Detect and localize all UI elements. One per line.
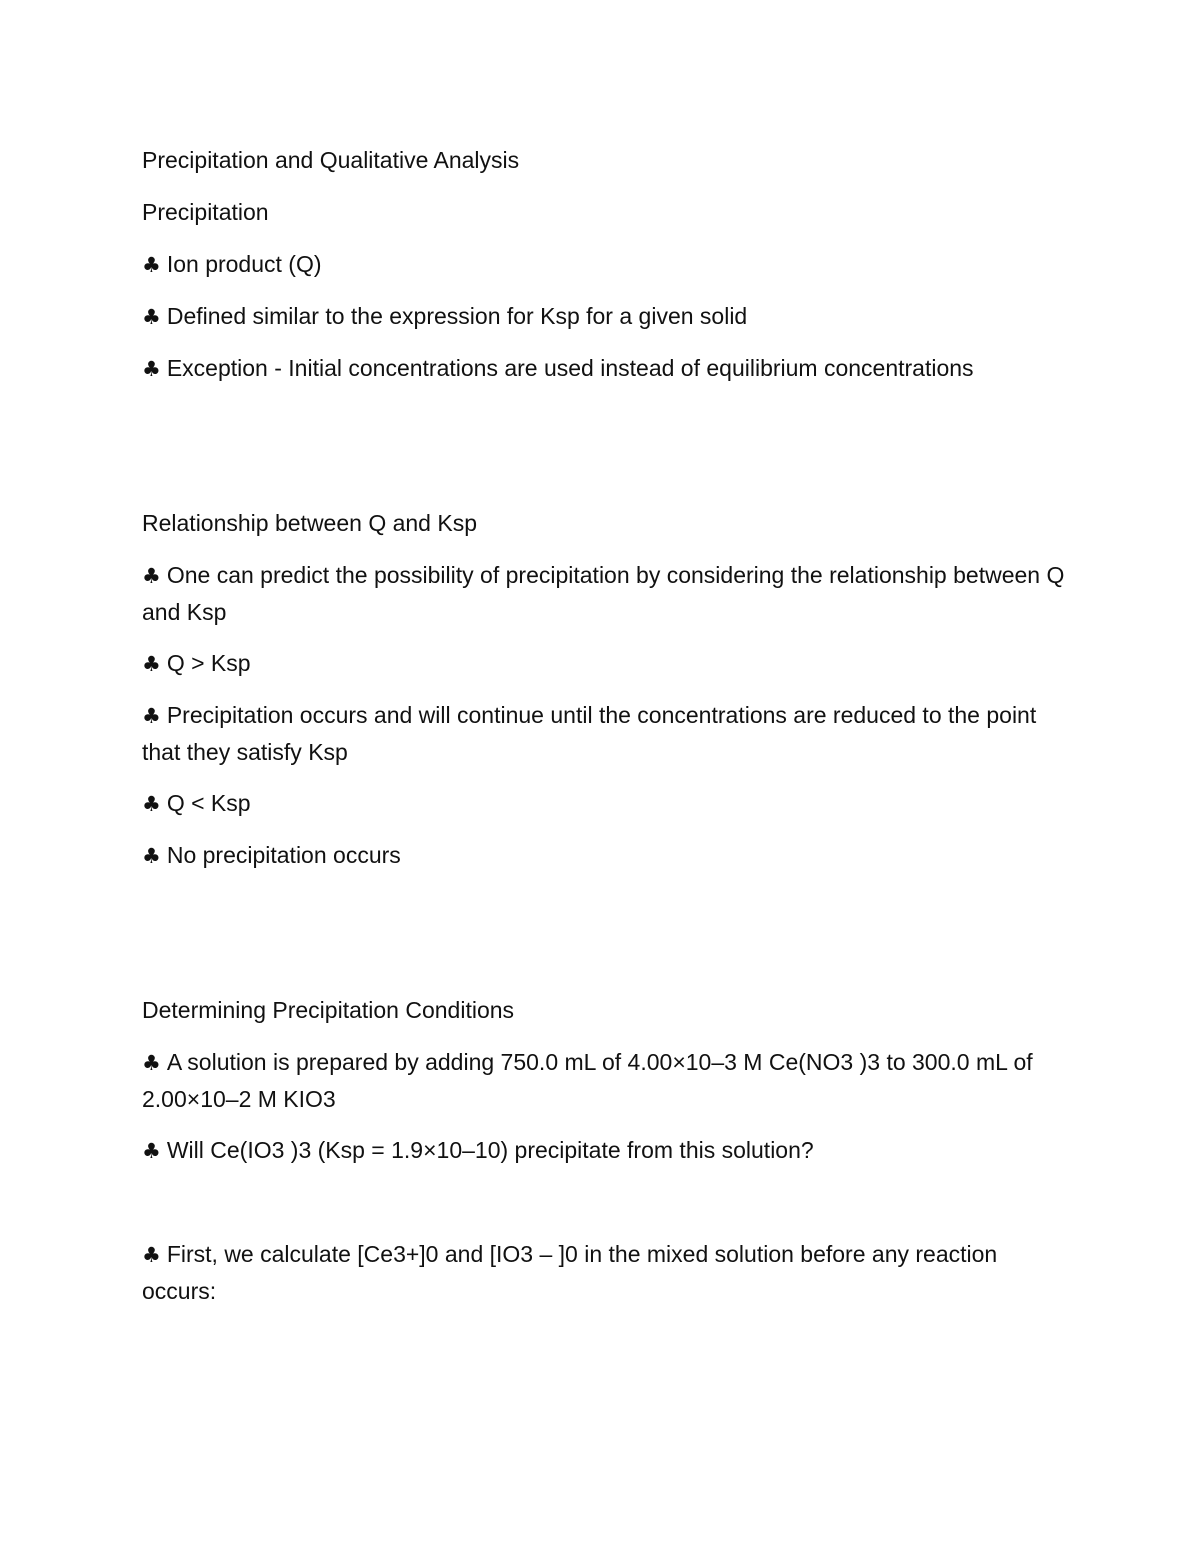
list-item-text: No precipitation occurs (166, 842, 401, 868)
club-bullet-icon: ♣ (142, 1243, 161, 1267)
club-bullet-icon: ♣ (142, 704, 161, 728)
list-item-text: Defined similar to the expression for Ksp for a given solid (166, 303, 748, 329)
list-item (142, 785, 1072, 822)
club-bullet-icon: ♣ (142, 1139, 161, 1163)
list-item-text: Ion product (Q) (166, 251, 322, 277)
list-item (142, 1132, 1072, 1169)
list-item (142, 246, 1072, 283)
document-title: Precipitation and Qualitative Analysis (142, 147, 520, 173)
section-heading-determining-conditions: Determining Precipitation Conditions (142, 997, 515, 1023)
club-bullet-icon: ♣ (142, 792, 161, 816)
list-item-text: A solution is prepared by adding 750.0 mL of 4.00×10–3 M Ce(NO3 )3 to 300.0 mL of 2.00×10–2 M KIO3 (142, 1049, 1033, 1112)
club-bullet-icon: ♣ (142, 564, 161, 588)
list-item (142, 557, 1072, 630)
list-item-text: Q < Ksp (166, 790, 251, 816)
club-bullet-icon: ♣ (142, 1051, 161, 1075)
list-item (142, 298, 1072, 335)
club-bullet-icon: ♣ (142, 253, 161, 277)
list-item-text: First, we calculate [Ce3+]0 and [IO3 – ]0 in the mixed solution before any reaction occurs: (142, 1241, 998, 1304)
section-heading-precipitation: Precipitation (142, 199, 269, 225)
list-item (142, 697, 1072, 770)
list-item-text: Will Ce(IO3 )3 (Ksp = 1.9×10–10) precipitate from this solution? (166, 1137, 814, 1163)
list-item-text: One can predict the possibility of precipitation by considering the relationship between Q and Ksp (142, 562, 1065, 625)
section-heading-relationship: Relationship between Q and Ksp (142, 510, 477, 536)
list-item (142, 1236, 1072, 1309)
club-bullet-icon: ♣ (142, 357, 161, 381)
list-item (142, 1044, 1072, 1117)
list-item-text: Q > Ksp (166, 650, 251, 676)
club-bullet-icon: ♣ (142, 844, 161, 868)
list-item-text: Precipitation occurs and will continue until the concentrations are reduced to the point that they satisfy Ksp (142, 702, 1037, 765)
list-item (142, 645, 1072, 682)
club-bullet-icon: ♣ (142, 652, 161, 676)
list-item (142, 350, 1072, 387)
list-item (142, 837, 1072, 874)
club-bullet-icon: ♣ (142, 305, 161, 329)
list-item-text: Exception - Initial concentrations are used instead of equilibrium concentrations (166, 355, 974, 381)
